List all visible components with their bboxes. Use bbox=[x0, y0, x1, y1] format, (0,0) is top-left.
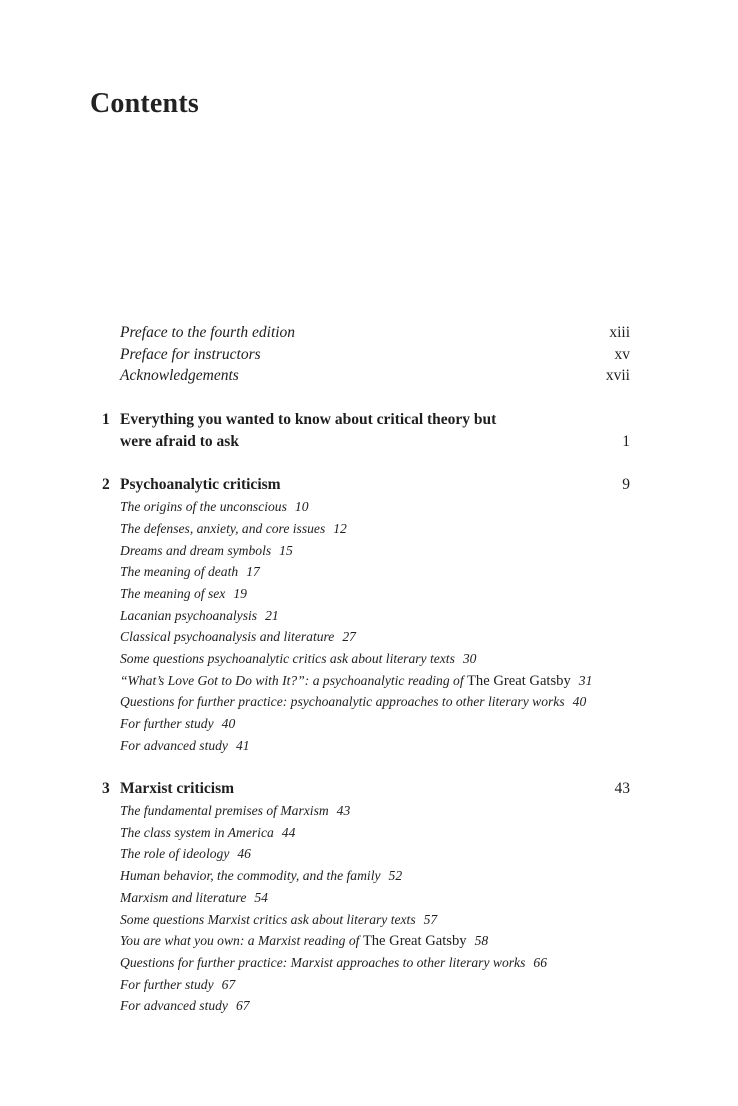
section-page: 30 bbox=[462, 650, 477, 666]
section-title: You are what you own: a Marxist reading of bbox=[120, 933, 360, 949]
section-title: Human behavior, the commodity, and the family bbox=[120, 868, 381, 884]
chapter-title: Marxist criticism bbox=[120, 780, 235, 798]
toc-prelim-item bbox=[0, 365, 738, 387]
section-title: “What’s Love Got to Do with It?”: a psychoanalytic reading of bbox=[120, 672, 464, 688]
section-entry bbox=[0, 822, 738, 844]
table-of-contents bbox=[0, 322, 738, 1017]
book-title: The Great Gatsby bbox=[467, 672, 571, 689]
section-title: Classical psychoanalysis and literature bbox=[120, 629, 335, 645]
section-entry bbox=[0, 561, 738, 583]
prelim-title: Preface for instructors bbox=[120, 345, 261, 363]
prelim-page: xv bbox=[614, 345, 630, 363]
section-entry bbox=[0, 626, 738, 648]
section-page: 54 bbox=[254, 889, 268, 905]
section-title: Questions for further practice: psychoanalytic approaches to other literary works bbox=[120, 694, 565, 710]
section-page: 19 bbox=[233, 585, 247, 601]
section-title: The class system in America bbox=[120, 824, 274, 840]
section-title: Some questions Marxist critics ask about literary texts bbox=[120, 911, 416, 927]
chapter-page: 1 bbox=[622, 432, 630, 450]
section-entry bbox=[0, 909, 738, 931]
section-page: 58 bbox=[474, 933, 489, 949]
section-title: The meaning of sex bbox=[120, 585, 226, 601]
section-title: The defenses, anxiety, and core issues bbox=[120, 520, 326, 536]
section-title: The fundamental premises of Marxism bbox=[120, 803, 329, 819]
section-page: 41 bbox=[235, 737, 250, 753]
toc-prelim-item bbox=[0, 322, 738, 344]
section-page: 52 bbox=[388, 868, 403, 884]
section-title: For further study bbox=[120, 976, 214, 992]
section-entry bbox=[0, 583, 738, 605]
section-entry bbox=[0, 735, 738, 757]
chapter-heading bbox=[0, 409, 738, 431]
section-entry bbox=[0, 843, 738, 865]
section-page: 31 bbox=[578, 672, 593, 688]
section-title: Lacanian psychoanalysis bbox=[120, 607, 258, 623]
section-page: 67 bbox=[221, 976, 236, 992]
section-title: Some questions psychoanalytic critics ask about literary texts bbox=[120, 650, 455, 666]
section-page: 27 bbox=[342, 629, 356, 645]
section-page: 40 bbox=[572, 694, 587, 710]
section-entry bbox=[0, 518, 738, 540]
section-entry bbox=[0, 800, 738, 822]
chapter-title: were afraid to ask bbox=[120, 432, 239, 450]
section-page: 15 bbox=[279, 542, 293, 558]
prelim-title: Preface to the fourth edition bbox=[120, 324, 296, 341]
prelim-page: xiii bbox=[609, 324, 630, 341]
chapter-number: 1 bbox=[102, 411, 110, 429]
section-page: 67 bbox=[235, 998, 250, 1014]
book-title: The Great Gatsby bbox=[362, 933, 467, 950]
section-page: 46 bbox=[237, 846, 251, 862]
section-entry bbox=[0, 691, 738, 713]
chapter-title: Psychoanalytic criticism bbox=[120, 476, 281, 494]
section-page: 17 bbox=[246, 564, 260, 580]
section-title: The meaning of death bbox=[120, 564, 239, 580]
page-title: Contents bbox=[90, 88, 199, 119]
section-page: 57 bbox=[423, 911, 438, 927]
section-page: 43 bbox=[336, 803, 351, 819]
section-entry bbox=[0, 540, 738, 562]
section-page: 44 bbox=[281, 824, 296, 840]
section-title: Questions for further practice: Marxist approaches to other literary works bbox=[120, 954, 526, 970]
section-entry bbox=[0, 713, 738, 735]
section-title: Dreams and dream symbols bbox=[120, 542, 272, 558]
prelim-page: xvii bbox=[605, 367, 630, 385]
chapter-page: 43 bbox=[614, 780, 630, 798]
section-entry bbox=[0, 952, 738, 974]
section-page: 40 bbox=[221, 716, 236, 731]
section-page: 66 bbox=[533, 954, 547, 970]
section-entry bbox=[0, 605, 738, 627]
section-entry bbox=[0, 930, 738, 952]
chapter-heading-continued bbox=[0, 431, 738, 453]
prelim-title: Acknowledgements bbox=[120, 367, 239, 385]
section-title: The role of ideology bbox=[120, 846, 230, 862]
section-page: 12 bbox=[333, 520, 347, 536]
chapter-number: 3 bbox=[102, 780, 110, 798]
chapter-heading bbox=[0, 474, 738, 496]
chapter-title: Everything you wanted to know about critical theory but bbox=[120, 411, 497, 429]
section-entry bbox=[0, 648, 738, 670]
section-entry bbox=[0, 496, 738, 518]
chapter-number: 2 bbox=[102, 476, 110, 494]
section-entry bbox=[0, 995, 738, 1017]
section-entry bbox=[0, 974, 738, 996]
section-entry bbox=[0, 887, 738, 909]
toc-prelim-item bbox=[0, 344, 738, 366]
section-title: For further study bbox=[120, 716, 214, 731]
section-page: 21 bbox=[265, 607, 279, 623]
section-title: Marxism and literature bbox=[120, 889, 247, 905]
section-page: 10 bbox=[294, 499, 309, 515]
section-title: The origins of the unconscious bbox=[120, 499, 287, 515]
section-entry bbox=[0, 670, 738, 692]
section-title: For advanced study bbox=[120, 998, 228, 1014]
chapter-heading bbox=[0, 778, 738, 800]
section-entry bbox=[0, 865, 738, 887]
chapter-page: 9 bbox=[622, 476, 630, 494]
section-title: For advanced study bbox=[120, 737, 228, 753]
